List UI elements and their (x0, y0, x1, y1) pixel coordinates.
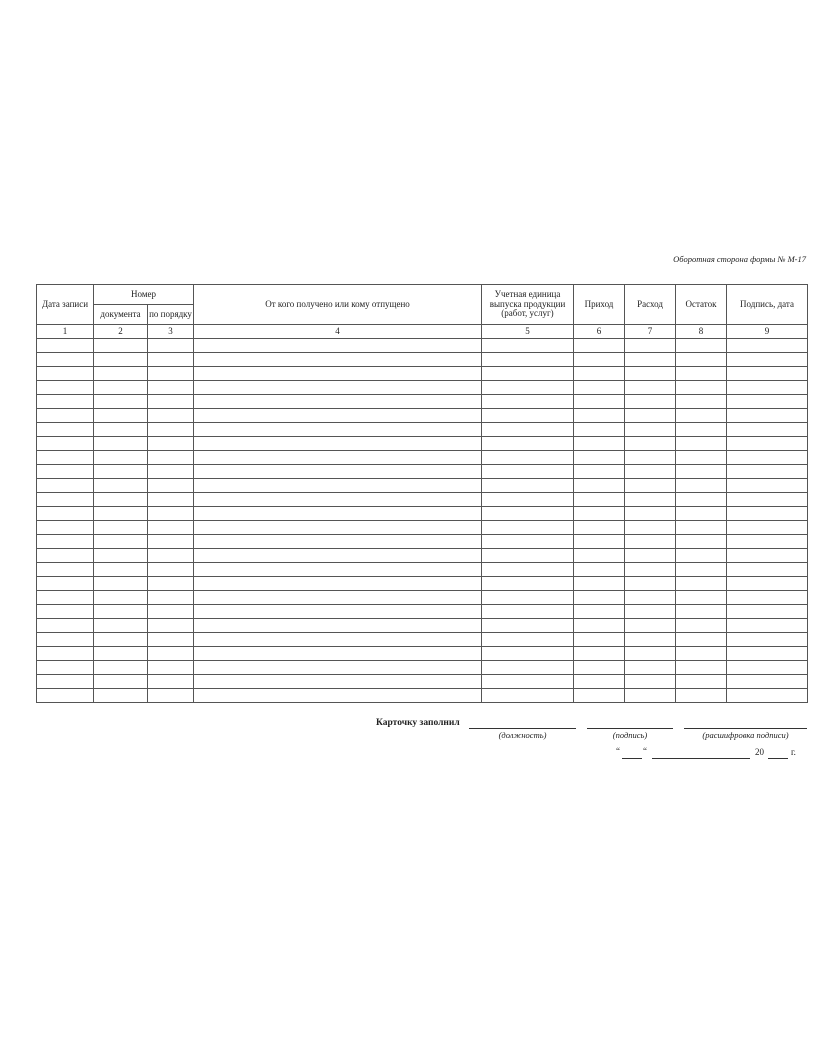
table-row (37, 619, 808, 633)
table-cell[interactable] (94, 381, 148, 395)
table-cell[interactable] (727, 675, 808, 689)
header-expense: Расход (625, 285, 676, 325)
table-cell[interactable] (482, 577, 574, 591)
table-cell[interactable] (676, 521, 727, 535)
column-number: 5 (482, 325, 574, 339)
table-cell[interactable] (625, 689, 676, 703)
table-cell[interactable] (194, 661, 482, 675)
table-cell[interactable] (676, 591, 727, 605)
table-cell[interactable] (625, 647, 676, 661)
table-cell[interactable] (94, 479, 148, 493)
column-number: 9 (727, 325, 808, 339)
table-cell[interactable] (625, 619, 676, 633)
table-cell[interactable] (194, 549, 482, 563)
table-cell[interactable] (194, 479, 482, 493)
table-cell[interactable] (194, 535, 482, 549)
table-cell[interactable] (148, 549, 194, 563)
table-cell[interactable] (727, 661, 808, 675)
table-cell[interactable] (148, 367, 194, 381)
table-cell[interactable] (482, 423, 574, 437)
table-cell[interactable] (37, 619, 94, 633)
header-income: Приход (574, 285, 625, 325)
table-cell[interactable] (727, 479, 808, 493)
table-cell[interactable] (194, 619, 482, 633)
table-cell[interactable] (727, 591, 808, 605)
table-cell[interactable] (37, 423, 94, 437)
table-cell[interactable] (94, 409, 148, 423)
table-cell[interactable] (482, 479, 574, 493)
table-cell[interactable] (625, 437, 676, 451)
date-month-line[interactable] (652, 758, 750, 759)
table-cell[interactable] (625, 367, 676, 381)
table-row (37, 689, 808, 703)
table-cell[interactable] (194, 647, 482, 661)
table-row (37, 591, 808, 605)
table-cell[interactable] (676, 535, 727, 549)
column-number: 7 (625, 325, 676, 339)
table-cell[interactable] (727, 507, 808, 521)
table-cell[interactable] (148, 535, 194, 549)
table-cell[interactable] (574, 521, 625, 535)
table-cell[interactable] (94, 353, 148, 367)
table-cell[interactable] (727, 647, 808, 661)
table-cell[interactable] (574, 423, 625, 437)
table-cell[interactable] (37, 591, 94, 605)
table-cell[interactable] (574, 647, 625, 661)
table-cell[interactable] (727, 535, 808, 549)
table-cell[interactable] (482, 591, 574, 605)
table-cell[interactable] (94, 493, 148, 507)
table-cell[interactable] (94, 367, 148, 381)
table-row (37, 395, 808, 409)
table-cell[interactable] (676, 353, 727, 367)
table-cell[interactable] (482, 381, 574, 395)
table-cell[interactable] (676, 479, 727, 493)
table-cell[interactable] (482, 633, 574, 647)
table-cell[interactable] (574, 661, 625, 675)
table-cell[interactable] (676, 437, 727, 451)
table-cell[interactable] (482, 437, 574, 451)
table-cell[interactable] (676, 605, 727, 619)
table-cell[interactable] (574, 633, 625, 647)
table-cell[interactable] (148, 437, 194, 451)
table-cell[interactable] (94, 577, 148, 591)
table-cell[interactable] (676, 661, 727, 675)
table-cell[interactable] (37, 689, 94, 703)
table-cell[interactable] (148, 493, 194, 507)
ledger-table (36, 284, 808, 703)
table-cell[interactable] (676, 493, 727, 507)
table-cell[interactable] (625, 563, 676, 577)
table-cell[interactable] (574, 479, 625, 493)
table-cell[interactable] (37, 367, 94, 381)
table-cell[interactable] (37, 633, 94, 647)
table-row (37, 521, 808, 535)
table-row (37, 675, 808, 689)
table-cell[interactable] (94, 661, 148, 675)
table-cell[interactable] (94, 647, 148, 661)
table-cell[interactable] (94, 549, 148, 563)
table-cell[interactable] (574, 605, 625, 619)
table-cell[interactable] (574, 451, 625, 465)
table-cell[interactable] (148, 353, 194, 367)
table-cell[interactable] (625, 577, 676, 591)
table-cell[interactable] (37, 465, 94, 479)
table-row (37, 507, 808, 521)
table-cell[interactable] (37, 381, 94, 395)
table-cell[interactable] (37, 353, 94, 367)
table-cell[interactable] (676, 647, 727, 661)
table-cell[interactable] (676, 409, 727, 423)
column-number-row (37, 325, 808, 339)
table-cell[interactable] (482, 353, 574, 367)
table-cell[interactable] (194, 633, 482, 647)
table-cell[interactable] (574, 549, 625, 563)
table-cell[interactable] (148, 591, 194, 605)
table-cell[interactable] (676, 381, 727, 395)
table-cell[interactable] (727, 409, 808, 423)
table-cell[interactable] (574, 563, 625, 577)
table-cell[interactable] (194, 451, 482, 465)
table-row (37, 381, 808, 395)
table-cell[interactable] (94, 633, 148, 647)
table-cell[interactable] (148, 647, 194, 661)
table-cell[interactable] (727, 619, 808, 633)
table-cell[interactable] (625, 465, 676, 479)
table-cell[interactable] (194, 437, 482, 451)
table-cell[interactable] (574, 339, 625, 353)
table-row (37, 563, 808, 577)
table-row (37, 437, 808, 451)
table-cell[interactable] (482, 395, 574, 409)
table-cell[interactable] (148, 521, 194, 535)
table-cell[interactable] (676, 451, 727, 465)
table-cell[interactable] (482, 451, 574, 465)
table-cell[interactable] (148, 605, 194, 619)
table-cell[interactable] (482, 619, 574, 633)
table-cell[interactable] (194, 675, 482, 689)
table-cell[interactable] (482, 563, 574, 577)
table-cell[interactable] (148, 465, 194, 479)
table-row (37, 465, 808, 479)
table-cell[interactable] (37, 479, 94, 493)
table-cell[interactable] (194, 367, 482, 381)
table-cell[interactable] (625, 605, 676, 619)
header-unit: Учетная единица выпуска продукции (работ, услуг) (482, 285, 574, 325)
table-cell[interactable] (194, 507, 482, 521)
table-cell[interactable] (676, 577, 727, 591)
table-cell[interactable] (37, 409, 94, 423)
table-cell[interactable] (194, 423, 482, 437)
column-number: 3 (148, 325, 194, 339)
table-cell[interactable] (676, 689, 727, 703)
table-cell[interactable] (482, 493, 574, 507)
table-cell[interactable] (727, 381, 808, 395)
table-cell[interactable] (482, 521, 574, 535)
table-row (37, 339, 808, 353)
table-cell[interactable] (148, 507, 194, 521)
table-cell[interactable] (194, 381, 482, 395)
table-cell[interactable] (148, 661, 194, 675)
table-cell[interactable] (574, 437, 625, 451)
table-cell[interactable] (482, 339, 574, 353)
table-cell[interactable] (148, 339, 194, 353)
table-cell[interactable] (625, 549, 676, 563)
table-cell[interactable] (194, 353, 482, 367)
table-cell[interactable] (676, 563, 727, 577)
table-cell[interactable] (727, 605, 808, 619)
table-cell[interactable] (37, 507, 94, 521)
date-open-quote: “ (616, 746, 620, 756)
table-cell[interactable] (37, 605, 94, 619)
table-cell[interactable] (625, 353, 676, 367)
table-cell[interactable] (625, 381, 676, 395)
table-cell[interactable] (94, 465, 148, 479)
column-number: 6 (574, 325, 625, 339)
table-cell[interactable] (148, 633, 194, 647)
table-row (37, 605, 808, 619)
table-cell[interactable] (37, 563, 94, 577)
column-number: 8 (676, 325, 727, 339)
table-cell[interactable] (727, 521, 808, 535)
table-cell[interactable] (625, 395, 676, 409)
table-cell[interactable] (676, 465, 727, 479)
table-cell[interactable] (676, 507, 727, 521)
table-cell[interactable] (574, 409, 625, 423)
header-balance: Остаток (676, 285, 727, 325)
table-cell[interactable] (482, 535, 574, 549)
table-cell[interactable] (676, 675, 727, 689)
table-cell[interactable] (37, 521, 94, 535)
filled-by-label: Карточку заполнил (376, 718, 460, 728)
table-cell[interactable] (625, 479, 676, 493)
table-cell[interactable] (482, 465, 574, 479)
table-cell[interactable] (727, 367, 808, 381)
table-cell[interactable] (574, 493, 625, 507)
table-row (37, 647, 808, 661)
table-cell[interactable] (194, 605, 482, 619)
table-cell[interactable] (625, 423, 676, 437)
date-year-line[interactable] (768, 758, 788, 759)
header-from-to: От кого получено или кому отпущено (194, 285, 482, 325)
table-cell[interactable] (194, 465, 482, 479)
table-cell[interactable] (574, 507, 625, 521)
table-cell[interactable] (94, 535, 148, 549)
date-close-quote: “ (643, 746, 647, 756)
table-cell[interactable] (727, 577, 808, 591)
decoding-hint: (расшифровка подписи) (702, 730, 789, 740)
table-cell[interactable] (676, 339, 727, 353)
table-cell[interactable] (625, 591, 676, 605)
table-cell[interactable] (482, 367, 574, 381)
table-cell[interactable] (482, 689, 574, 703)
table-cell[interactable] (37, 451, 94, 465)
table-cell[interactable] (94, 451, 148, 465)
table-cell[interactable] (37, 339, 94, 353)
table-cell[interactable] (94, 605, 148, 619)
table-cell[interactable] (625, 675, 676, 689)
table-cell[interactable] (194, 521, 482, 535)
header-signature: Подпись, дата (727, 285, 808, 325)
table-cell[interactable] (94, 563, 148, 577)
table-row (37, 535, 808, 549)
table-cell[interactable] (94, 437, 148, 451)
table-cell[interactable] (194, 409, 482, 423)
table-cell[interactable] (676, 633, 727, 647)
table-cell[interactable] (574, 395, 625, 409)
table-cell[interactable] (94, 507, 148, 521)
table-cell[interactable] (625, 409, 676, 423)
table-cell[interactable] (37, 395, 94, 409)
table-cell[interactable] (94, 395, 148, 409)
table-cell[interactable] (148, 479, 194, 493)
table-cell[interactable] (727, 353, 808, 367)
header-date: Дата записи (37, 285, 94, 325)
table-cell[interactable] (727, 633, 808, 647)
table-cell[interactable] (676, 395, 727, 409)
table-row (37, 493, 808, 507)
table-cell[interactable] (727, 423, 808, 437)
table-cell[interactable] (194, 577, 482, 591)
table-cell[interactable] (194, 339, 482, 353)
table-cell[interactable] (37, 647, 94, 661)
signature-hint: (подпись) (612, 730, 648, 740)
position-line[interactable] (469, 728, 576, 729)
table-row (37, 577, 808, 591)
table-cell[interactable] (625, 633, 676, 647)
table-row (37, 549, 808, 563)
table-cell[interactable] (148, 423, 194, 437)
table-cell[interactable] (482, 661, 574, 675)
table-row (37, 479, 808, 493)
table-cell[interactable] (94, 675, 148, 689)
ledger-body (37, 339, 808, 703)
table-cell[interactable] (574, 591, 625, 605)
table-row (37, 423, 808, 437)
table-cell[interactable] (482, 605, 574, 619)
table-cell[interactable] (574, 689, 625, 703)
table-cell[interactable] (37, 577, 94, 591)
header-document: документа (94, 305, 148, 325)
table-cell[interactable] (482, 507, 574, 521)
table-cell[interactable] (94, 521, 148, 535)
table-cell[interactable] (676, 549, 727, 563)
table-row (37, 451, 808, 465)
table-row (37, 633, 808, 647)
table-cell[interactable] (148, 451, 194, 465)
table-cell[interactable] (37, 661, 94, 675)
table-cell[interactable] (574, 381, 625, 395)
table-cell[interactable] (727, 689, 808, 703)
table-cell[interactable] (148, 689, 194, 703)
table-cell[interactable] (625, 507, 676, 521)
table-cell[interactable] (194, 563, 482, 577)
table-cell[interactable] (94, 423, 148, 437)
table-row (37, 661, 808, 675)
date-day-line[interactable] (622, 758, 642, 759)
year-prefix: 20 (755, 747, 764, 757)
table-cell[interactable] (727, 437, 808, 451)
table-cell[interactable] (574, 535, 625, 549)
table-cell[interactable] (727, 395, 808, 409)
table-cell[interactable] (676, 619, 727, 633)
table-cell[interactable] (482, 549, 574, 563)
table-cell[interactable] (94, 591, 148, 605)
table-cell[interactable] (625, 493, 676, 507)
table-cell[interactable] (625, 451, 676, 465)
table-cell[interactable] (574, 619, 625, 633)
table-cell[interactable] (625, 661, 676, 675)
table-cell[interactable] (37, 493, 94, 507)
table-cell[interactable] (148, 675, 194, 689)
table-cell[interactable] (94, 689, 148, 703)
table-cell[interactable] (148, 619, 194, 633)
column-number: 4 (194, 325, 482, 339)
table-cell[interactable] (727, 563, 808, 577)
table-cell[interactable] (574, 367, 625, 381)
table-cell[interactable] (94, 339, 148, 353)
table-cell[interactable] (727, 339, 808, 353)
table-cell[interactable] (727, 465, 808, 479)
table-cell[interactable] (574, 675, 625, 689)
table-row (37, 409, 808, 423)
table-cell[interactable] (676, 423, 727, 437)
table-cell[interactable] (727, 549, 808, 563)
form-caption: Оборотная сторона формы № М-17 (673, 254, 806, 264)
table-cell[interactable] (676, 367, 727, 381)
table-cell[interactable] (148, 381, 194, 395)
table-cell[interactable] (625, 535, 676, 549)
table-cell[interactable] (194, 493, 482, 507)
table-cell[interactable] (94, 619, 148, 633)
table-cell[interactable] (625, 339, 676, 353)
table-row (37, 353, 808, 367)
decoding-line[interactable] (684, 728, 807, 729)
column-number: 2 (94, 325, 148, 339)
table-cell[interactable] (148, 409, 194, 423)
table-cell[interactable] (37, 437, 94, 451)
table-cell[interactable] (574, 353, 625, 367)
table-cell[interactable] (727, 451, 808, 465)
column-number: 1 (37, 325, 94, 339)
table-cell[interactable] (148, 563, 194, 577)
table-cell[interactable] (482, 647, 574, 661)
table-cell[interactable] (482, 409, 574, 423)
table-cell[interactable] (574, 465, 625, 479)
year-suffix: г. (791, 747, 796, 757)
table-cell[interactable] (482, 675, 574, 689)
table-cell[interactable] (148, 395, 194, 409)
table-cell[interactable] (625, 521, 676, 535)
table-cell[interactable] (194, 591, 482, 605)
header-order: по порядку (148, 305, 194, 325)
table-cell[interactable] (37, 535, 94, 549)
table-cell[interactable] (194, 689, 482, 703)
table-cell[interactable] (574, 577, 625, 591)
table-cell[interactable] (148, 577, 194, 591)
table-cell[interactable] (194, 395, 482, 409)
table-row (37, 367, 808, 381)
table-cell[interactable] (727, 493, 808, 507)
table-cell[interactable] (37, 549, 94, 563)
header-number-group: Номер (94, 285, 194, 305)
position-hint: (должность) (498, 730, 547, 740)
signature-line[interactable] (587, 728, 673, 729)
table-cell[interactable] (37, 675, 94, 689)
